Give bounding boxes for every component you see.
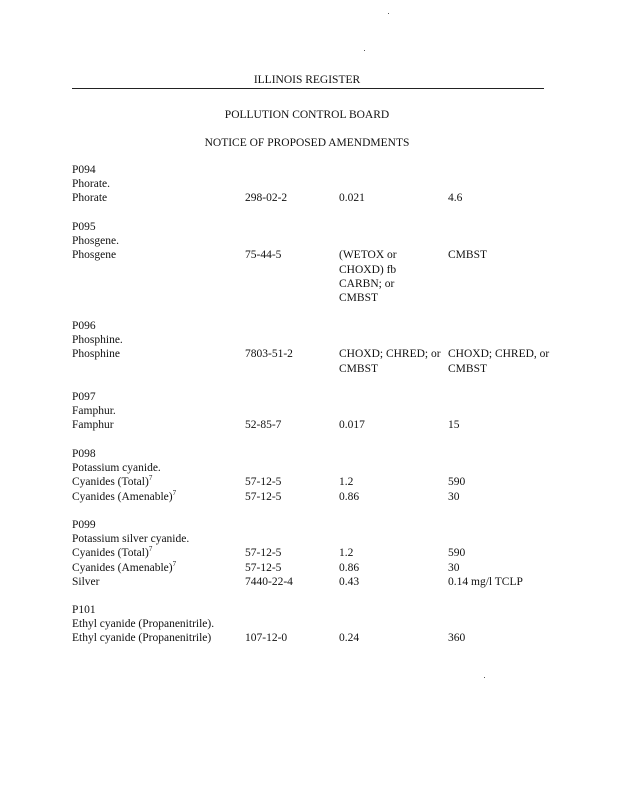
nonwastewater-standard: 590 bbox=[448, 476, 466, 489]
constituent: Silver bbox=[72, 575, 100, 588]
waste-name: Phosgene. bbox=[72, 235, 119, 248]
nonwastewater-standard: 30 bbox=[448, 561, 460, 574]
footnote-marker: 7 bbox=[172, 559, 177, 568]
waste-code: P099 bbox=[72, 519, 96, 531]
entry-p094 bbox=[72, 163, 552, 206]
cas-number: 57-12-5 bbox=[245, 561, 282, 574]
waste-code: P094 bbox=[72, 164, 96, 176]
constituent: Famphur bbox=[72, 419, 114, 432]
nonwastewater-standard: 590 bbox=[448, 547, 466, 560]
table-row bbox=[72, 191, 552, 205]
constituent-cell bbox=[72, 490, 176, 504]
waste-code: P098 bbox=[72, 448, 96, 460]
scan-speck bbox=[364, 50, 365, 51]
cas-number: 52-85-7 bbox=[245, 419, 282, 432]
cas-number: 57-12-5 bbox=[245, 490, 282, 503]
table-row bbox=[72, 418, 552, 432]
table-row bbox=[72, 490, 552, 504]
entry-p096 bbox=[72, 319, 552, 375]
waste-code: P096 bbox=[72, 320, 96, 332]
wastewater-standard: CHOXD; CHRED; or CMBST bbox=[339, 348, 441, 375]
nonwastewater-standard: 15 bbox=[448, 419, 460, 432]
constituent: Ethyl cyanide (Propanenitrile) bbox=[72, 632, 212, 645]
constituent: Phosgene bbox=[72, 249, 117, 262]
nonwastewater-standard: CHOXD; CHRED, or CMBST bbox=[448, 348, 550, 375]
header-rule bbox=[72, 88, 544, 89]
cas-number: 298-02-2 bbox=[245, 192, 288, 205]
footnote-marker: 7 bbox=[172, 488, 177, 497]
nonwastewater-standard: 4.6 bbox=[448, 192, 463, 205]
wastewater-standard: 0.43 bbox=[339, 575, 360, 588]
waste-name: Potassium cyanide. bbox=[72, 462, 161, 475]
wastewater-standard: 1.2 bbox=[339, 547, 354, 560]
table-row bbox=[72, 631, 552, 645]
nonwastewater-standard: CMBST bbox=[448, 249, 487, 262]
constituent: Cyanides (Amenable) bbox=[72, 561, 173, 574]
waste-code: P101 bbox=[72, 604, 96, 616]
register-title: ILLINOIS REGISTER bbox=[253, 74, 361, 86]
scan-speck bbox=[484, 677, 485, 678]
waste-name: Phorate. bbox=[72, 178, 111, 191]
nonwastewater-standard: 30 bbox=[448, 490, 460, 503]
table-row bbox=[72, 561, 552, 575]
table-row bbox=[72, 546, 552, 560]
waste-code: P095 bbox=[72, 221, 96, 233]
cas-number: 75-44-5 bbox=[245, 249, 282, 262]
footnote-marker: 7 bbox=[148, 545, 153, 554]
constituent: Cyanides (Total) bbox=[72, 547, 149, 560]
wastewater-standard: 0.86 bbox=[339, 490, 360, 503]
wastewater-standard: (WETOX or CHOXD) fb CARBN; or CMBST bbox=[339, 249, 397, 304]
waste-code: P097 bbox=[72, 391, 96, 403]
constituent: Phosphine bbox=[72, 348, 120, 361]
constituent: Cyanides (Amenable) bbox=[72, 490, 173, 503]
constituent-cell bbox=[72, 561, 176, 575]
wastewater-standard: 0.021 bbox=[339, 192, 365, 205]
wastewater-standard: 0.24 bbox=[339, 632, 360, 645]
wastewater-standard: 0.017 bbox=[339, 419, 365, 432]
table-row bbox=[72, 475, 552, 489]
nonwastewater-standard: 0.14 mg/l TCLP bbox=[448, 575, 523, 588]
wastewater-standard: 1.2 bbox=[339, 476, 354, 489]
entry-p098 bbox=[72, 447, 552, 504]
notice-title: NOTICE OF PROPOSED AMENDMENTS bbox=[204, 137, 410, 149]
cas-number: 7440-22-4 bbox=[245, 575, 293, 588]
table-row bbox=[72, 248, 552, 304]
entry-p101 bbox=[72, 603, 552, 646]
board-title: POLLUTION CONTROL BOARD bbox=[224, 109, 390, 121]
entry-p099 bbox=[72, 518, 552, 589]
cas-number: 57-12-5 bbox=[245, 476, 282, 489]
scan-speck bbox=[388, 13, 389, 14]
table-row bbox=[72, 575, 552, 589]
table-row bbox=[72, 347, 552, 375]
entry-p097 bbox=[72, 390, 552, 433]
footnote-marker: 7 bbox=[148, 474, 153, 483]
cas-number: 107-12-0 bbox=[245, 632, 288, 645]
waste-name: Phosphine. bbox=[72, 334, 123, 347]
cas-number: 57-12-5 bbox=[245, 547, 282, 560]
constituent: Cyanides (Total) bbox=[72, 476, 149, 489]
waste-name: Potassium silver cyanide. bbox=[72, 533, 190, 546]
entry-p095 bbox=[72, 220, 552, 304]
wastewater-standard: 0.86 bbox=[339, 561, 360, 574]
cas-number: 7803-51-2 bbox=[245, 348, 293, 361]
nonwastewater-standard: 360 bbox=[448, 632, 466, 645]
waste-name: Famphur. bbox=[72, 405, 116, 418]
waste-name: Ethyl cyanide (Propanenitrile). bbox=[72, 618, 215, 631]
constituent-cell bbox=[72, 475, 152, 489]
constituent-cell bbox=[72, 546, 152, 560]
constituent: Phorate bbox=[72, 192, 108, 205]
